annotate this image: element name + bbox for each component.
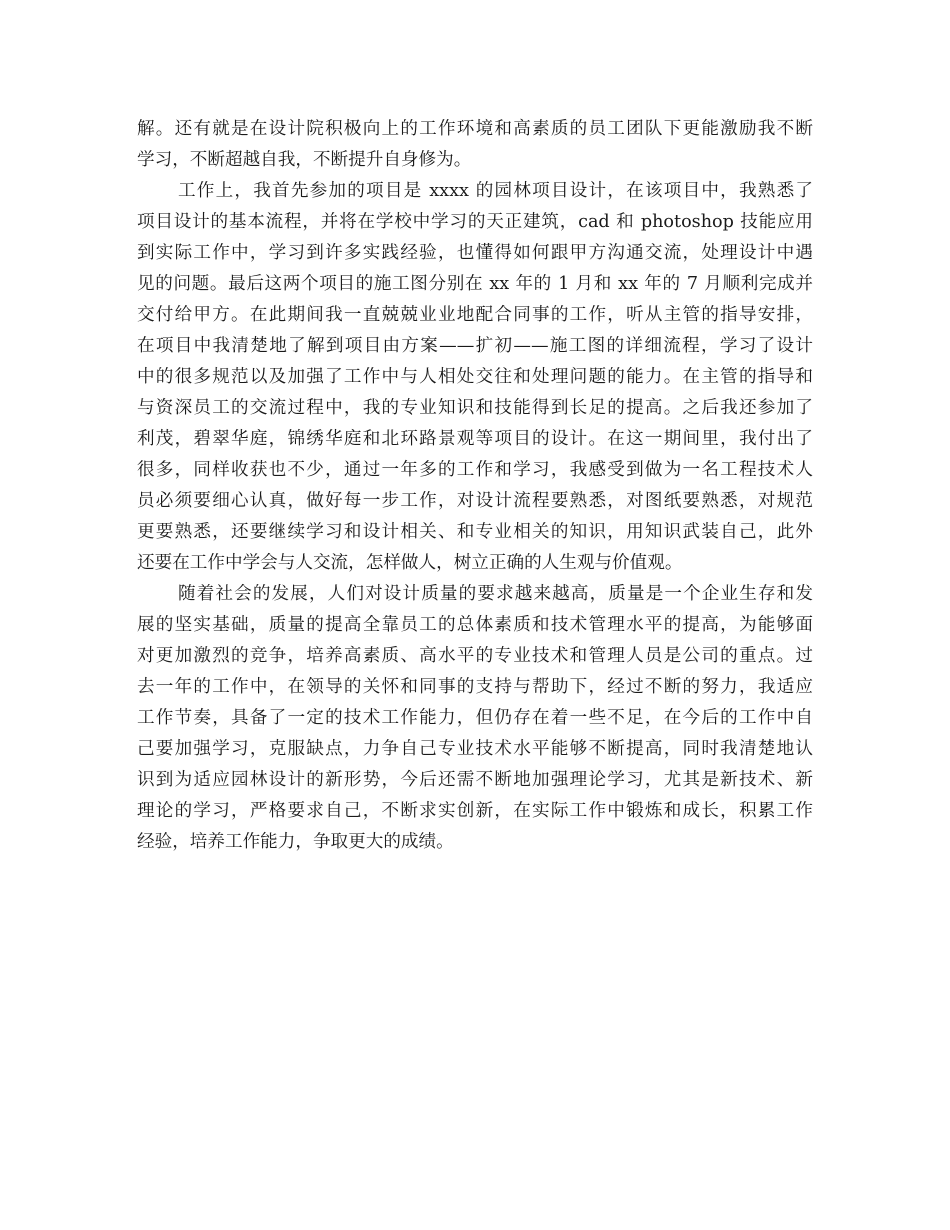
text-line: 理论的学习，严格要求自己，不断求实创新，在实际工作中锻炼和成长，积累工作 — [137, 801, 813, 821]
text-line: 到实际工作中，学习到许多实践经验，也懂得如何跟甲方沟通交流，处理设计中遇 — [137, 243, 813, 263]
text-line: 对更加激烈的竞争，培养高素质、高水平的专业技术和管理人员是公司的重点。过 — [137, 646, 813, 666]
text-line: 员必须要细心认真，做好每一步工作，对设计流程要熟悉，对图纸要熟悉，对规范 — [137, 491, 813, 511]
text-line: 识到为适应园林设计的新形势，今后还需不断地加强理论学习，尤其是新技术、新 — [137, 770, 813, 790]
text-line: 经验，培养工作能力，争取更大的成绩。 — [137, 832, 454, 852]
text-line: 还要在工作中学会与人交流，怎样做人，树立正确的人生观与价值观。 — [137, 553, 683, 573]
text-line: 在项目中我清楚地了解到项目由方案——扩初——施工图的详细流程，学习了设计 — [137, 336, 813, 356]
text-line: 己要加强学习，克服缺点，力争自己专业技术水平能够不断提高，同时我清楚地认 — [137, 739, 813, 759]
text-line: 展的坚实基础，质量的提高全靠员工的总体素质和技术管理水平的提高，为能够面 — [137, 615, 813, 635]
text-line: 很多，同样收获也不少，通过一年多的工作和学习，我感受到做为一名工程技术人 — [137, 460, 813, 480]
text-line: 交付给甲方。在此期间我一直兢兢业业地配合同事的工作，听从主管的指导安排， — [137, 305, 813, 325]
text-line: 去一年的工作中，在领导的关怀和同事的支持与帮助下，经过不断的努力，我适应 — [137, 677, 813, 697]
text-line: 工作上，我首先参加的项目是 xxxx 的园林项目设计，在该项目中，我熟悉了 — [178, 181, 813, 201]
text-line: 中的很多规范以及加强了工作中与人相处交往和处理问题的能力。在主管的指导和 — [137, 367, 813, 387]
body-text — [137, 114, 813, 858]
text-line: 随着社会的发展，人们对设计质量的要求越来越高，质量是一个企业生存和发 — [178, 584, 813, 604]
text-line: 与资深员工的交流过程中，我的专业知识和技能得到长足的提高。之后我还参加了 — [137, 398, 813, 418]
text-line: 工作节奏，具备了一定的技术工作能力，但仍存在着一些不足，在今后的工作中自 — [137, 708, 813, 728]
text-line: 见的问题。最后这两个项目的施工图分别在 xx 年的 1 月和 xx 年的 7 月顺利完成并 — [137, 274, 813, 294]
text-line: 项目设计的基本流程，并将在学校中学习的天正建筑，cad 和 photoshop 技能应用 — [137, 212, 813, 232]
text-line: 更要熟悉，还要继续学习和设计相关、和专业相关的知识，用知识武装自己，此外 — [137, 522, 813, 542]
text-line: 解。还有就是在设计院积极向上的工作环境和高素质的员工团队下更能激励我不断 — [137, 119, 813, 139]
text-line: 利茂，碧翠华庭，锦绣华庭和北环路景观等项目的设计。在这一期间里，我付出了 — [137, 429, 813, 449]
text-line: 学习，不断超越自我，不断提升自身修为。 — [137, 150, 472, 170]
